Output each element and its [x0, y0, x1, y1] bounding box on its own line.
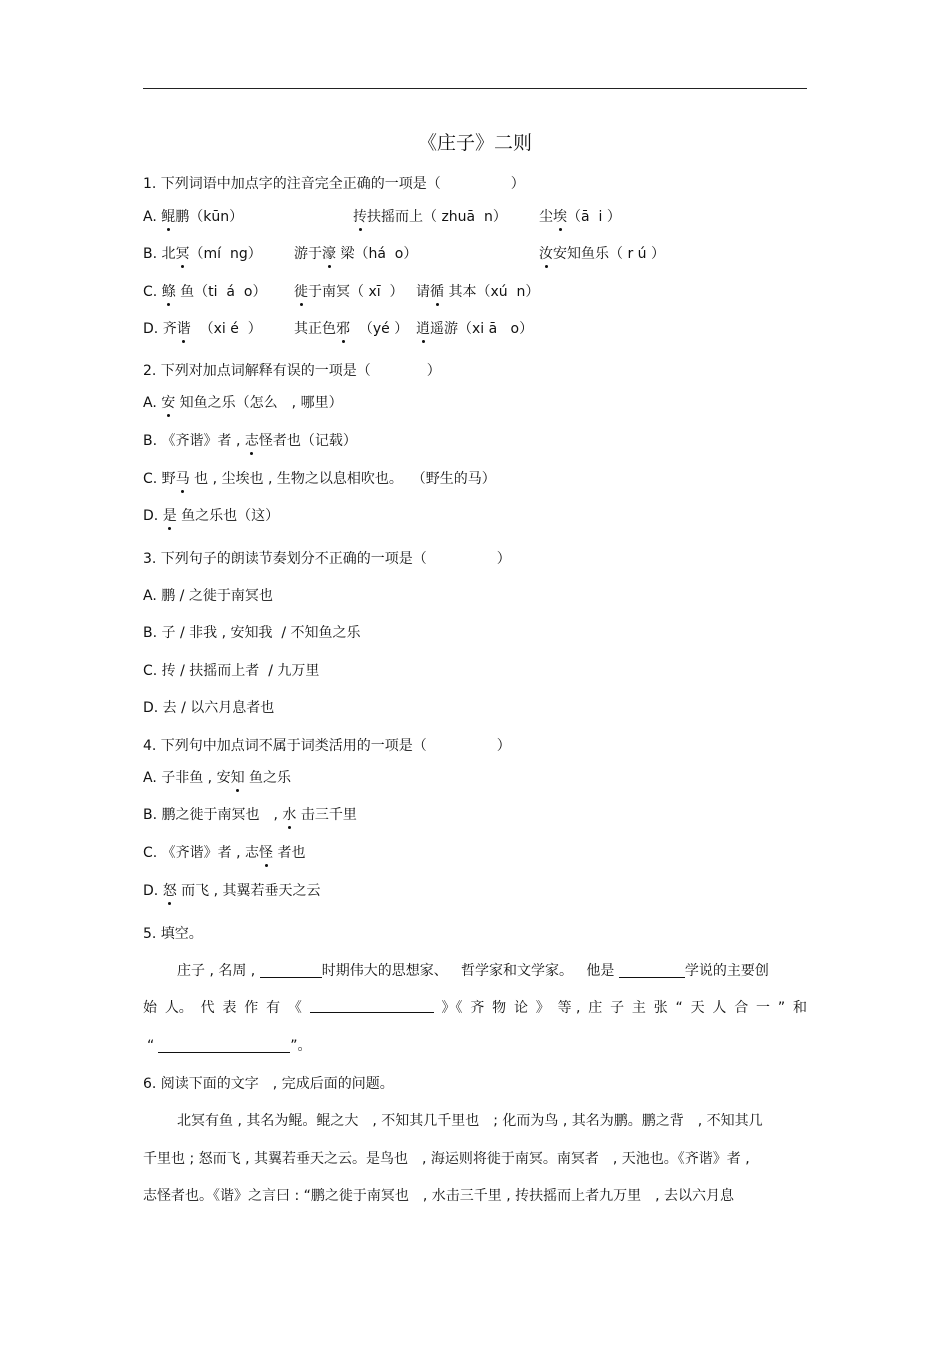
q1-option-b-3: 汝安知鱼乐（ r ú ）: [539, 246, 665, 262]
q5-line-2: 始 人。 代 表 作 有 《 》《 齐 物 论 》 等 , 庄 子 主 张 “ 天 人 合 一 ” 和: [143, 1000, 807, 1016]
q2-option-b: B. 《齐谐》者 , 志怪者也（记载）: [143, 433, 357, 449]
page-title: 《庄子》二则: [417, 132, 532, 154]
q4-option-a: A. 子非鱼 , 安知 鱼之乐: [143, 770, 292, 786]
q3-option-c: C. 抟 / 扶摇而上者 / 九万里: [143, 663, 320, 679]
q1-option-a-2: 抟扶摇而上（ zhuā n）: [353, 209, 507, 225]
q5-line-1: 庄子 , 名周 , 时期伟大的思想家、 哲学家和文学家。 他是 学说的主要创: [177, 963, 769, 979]
q6-passage-line-3: 志怪者也。《谐》之言曰 : “鹏之徙于南冥也 , 水击三千里 , 抟扶摇而上者九万里 , 去以六月息: [143, 1188, 735, 1204]
q2-option-a: A. 安 知鱼之乐（怎么 , 哪里）: [143, 395, 343, 411]
q4-option-d: D. 怒 而飞 , 其翼若垂天之云: [143, 883, 321, 899]
q1-option-b-1: B. 北冥（mí ng）: [143, 246, 262, 262]
q1-option-a-3: 尘埃（ā i ）: [539, 209, 621, 225]
q1-option-d-1: D. 齐谐 （xi é ）: [143, 321, 262, 337]
q5-stem: 5. 填空。: [143, 926, 203, 942]
blank-work[interactable]: [310, 998, 434, 1013]
q1-option-c-2: 徙于南冥（ xī ）: [294, 284, 404, 300]
q2-option-c: C. 野马 也 , 尘埃也 , 生物之以息相吹也。 （野生的马）: [143, 471, 496, 487]
q6-passage-line-2: 千里也 ; 怒而飞 , 其翼若垂天之云。是鸟也 , 海运则将徙于南冥。南冥者 , 天池也。《齐谐》者 ,: [143, 1151, 750, 1167]
blank-school[interactable]: [619, 963, 685, 978]
q1-option-c-3: 请循 其本（xú n）: [416, 284, 540, 300]
header-rule: [143, 88, 807, 89]
q1-stem: 1. 下列词语中加点字的注音完全正确的一项是（ ）: [143, 176, 525, 192]
q1-option-c-1: C. 鲦 鱼（ti á o）: [143, 284, 267, 300]
q1-option-d-2: 其正色邪 （yé ）: [294, 321, 409, 337]
q3-stem: 3. 下列句子的朗读节奏划分不正确的一项是（ ）: [143, 551, 511, 567]
q2-stem: 2. 下列对加点词解释有误的一项是（ ）: [143, 363, 441, 379]
q1-option-b-2: 游于濠 梁（há o）: [294, 246, 418, 262]
q4-option-b: B. 鹏之徙于南冥也 , 水 击三千里: [143, 807, 357, 823]
q1-option-d-3: 逍遥游（xi ā o）: [416, 321, 534, 337]
q3-option-a: A. 鹏 / 之徙于南冥也: [143, 588, 273, 604]
q1-option-a-1: A. 鲲鹏（kūn）: [143, 209, 244, 225]
blank-era[interactable]: [260, 963, 322, 978]
q6-passage-line-1: 北冥有鱼 , 其名为鲲。鲲之大 , 不知其几千里也 ; 化而为鸟 , 其名为鹏。鹏之背 , 不知其几: [177, 1113, 763, 1129]
q6-stem: 6. 阅读下面的文字 , 完成后面的问题。: [143, 1076, 394, 1092]
blank-idea[interactable]: [158, 1038, 290, 1053]
q3-option-b: B. 子 / 非我 , 安知我 / 不知鱼之乐: [143, 625, 361, 641]
q3-option-d: D. 去 / 以六月息者也: [143, 700, 275, 716]
q4-option-c: C. 《齐谐》者 , 志怪 者也: [143, 845, 306, 861]
q5-line-3: “ ”。: [147, 1038, 312, 1054]
q4-stem: 4. 下列句中加点词不属于词类活用的一项是（ ）: [143, 738, 511, 754]
q2-option-d: D. 是 鱼之乐也（这）: [143, 508, 280, 524]
